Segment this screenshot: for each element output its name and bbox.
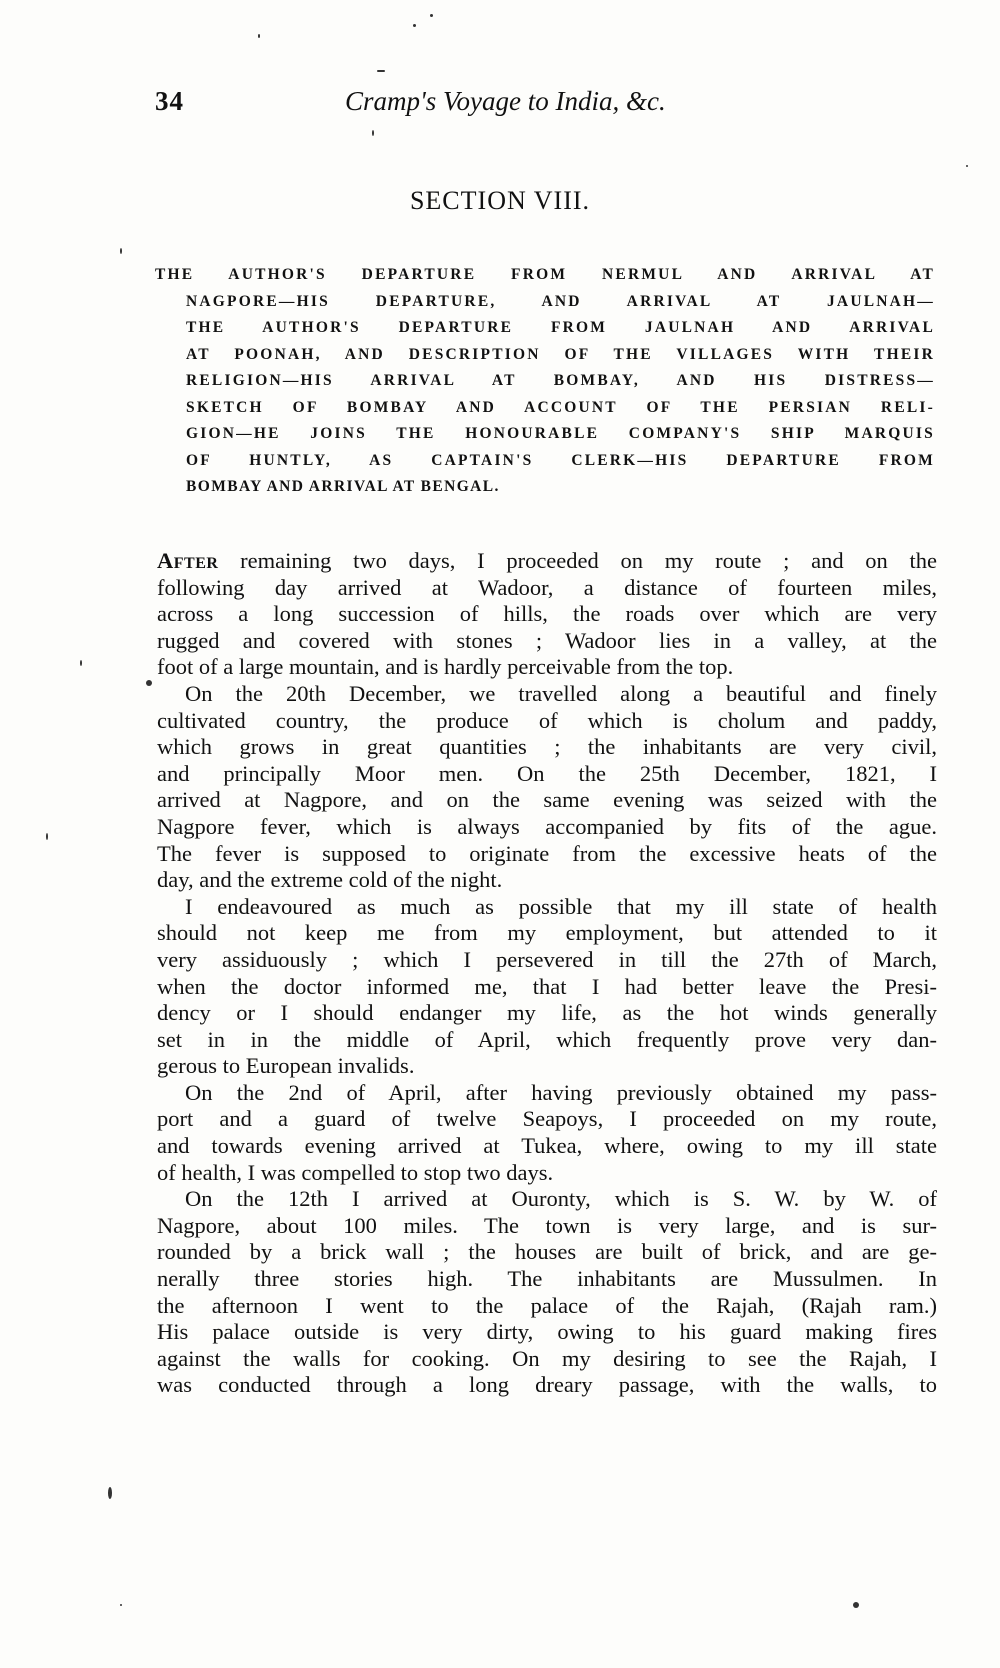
print-speck bbox=[80, 660, 82, 666]
text-line: gerous to European invalids. bbox=[157, 1053, 415, 1079]
text-line: I endeavoured as much as possible that my ill state of health bbox=[185, 893, 937, 919]
print-speck bbox=[46, 833, 48, 840]
text-line: arrived at Nagpore, and on the same evening was seized with the bbox=[157, 787, 937, 813]
text-line: nerally three stories high. The inhabitants are Mussulmen. In bbox=[157, 1266, 937, 1292]
page-number: 34 bbox=[155, 86, 184, 116]
print-speck bbox=[120, 1604, 122, 1606]
text-line: dency or I should endanger my life, as the hot winds generally bbox=[157, 1000, 937, 1026]
synopsis-line: BOMBAY AND ARRIVAL AT BENGAL. bbox=[186, 478, 500, 495]
text-line: following day arrived at Wadoor, a distance of fourteen miles, bbox=[157, 574, 937, 600]
print-speck bbox=[853, 1602, 859, 1608]
text-line: which grows in great quantities ; the inhabitants are very civil, bbox=[157, 734, 937, 760]
text-line: and principally Moor men. On the 25th December, 1821, I bbox=[157, 760, 937, 786]
running-head bbox=[155, 86, 755, 126]
text-line: day, and the extreme cold of the night. bbox=[157, 867, 503, 893]
synopsis-line: SKETCH OF BOMBAY AND ACCOUNT OF THE PERSIAN RELI- bbox=[186, 398, 935, 416]
synopsis-line: NAGPORE—HIS DEPARTURE, AND ARRIVAL AT JAULNAH— bbox=[186, 292, 935, 310]
text-line: was conducted through a long dreary passage, with the walls, to bbox=[157, 1372, 937, 1398]
text-line: On the 20th December, we travelled along a beautiful and finely bbox=[185, 680, 937, 706]
text-line: of health, I was compelled to stop two days. bbox=[157, 1159, 554, 1185]
synopsis-line: RELIGION—HIS ARRIVAL AT BOMBAY, AND HIS DISTRESS— bbox=[186, 372, 935, 389]
synopsis-line: THE AUTHOR'S DEPARTURE FROM JAULNAH AND ARRIVAL bbox=[186, 319, 935, 336]
text-line: foot of a large mountain, and is hardly perceivable from the top. bbox=[157, 654, 734, 680]
print-speck bbox=[146, 680, 152, 686]
synopsis-line: OF HUNTLY, AS CAPTAIN'S CLERK—HIS DEPARTURE FROM bbox=[186, 451, 935, 469]
print-speck bbox=[430, 14, 433, 17]
print-speck bbox=[413, 24, 416, 27]
text-line: across a long succession of hills, the roads over which are very bbox=[157, 601, 937, 627]
text-line: the afternoon I went to the palace of the Rajah, (Rajah ram.) bbox=[157, 1292, 937, 1318]
print-speck bbox=[372, 130, 374, 136]
body-text bbox=[157, 548, 937, 1399]
section-title: SECTION VIII. bbox=[409, 186, 591, 215]
print-speck bbox=[120, 248, 122, 254]
print-speck bbox=[108, 1487, 112, 1499]
synopsis-line: AT POONAH, AND DESCRIPTION OF THE VILLAGES WITH THEIR bbox=[186, 345, 935, 363]
print-speck bbox=[258, 34, 260, 38]
print-speck bbox=[966, 165, 968, 167]
text-line: rounded by a brick wall ; the houses are built of brick, and are ge- bbox=[157, 1239, 937, 1265]
text-line: On the 2nd of April, after having previously obtained my pass- bbox=[185, 1079, 937, 1105]
section-synopsis bbox=[155, 262, 935, 501]
text-line bbox=[157, 548, 937, 575]
text-line: very assiduously ; which I persevered in till the 27th of March, bbox=[157, 946, 937, 972]
text-line: On the 12th I arrived at Ouronty, which is S. W. by W. of bbox=[185, 1186, 937, 1212]
text-line: Nagpore, about 100 miles. The town is very large, and is sur- bbox=[157, 1212, 937, 1238]
synopsis-line: THE AUTHOR'S DEPARTURE FROM NERMUL AND ARRIVAL AT bbox=[155, 266, 935, 283]
text-line: when the doctor informed me, that I had better leave the Presi- bbox=[157, 973, 937, 999]
lead-word: After bbox=[157, 548, 219, 573]
text-line: set in in the middle of April, which frequently prove very dan- bbox=[157, 1026, 937, 1052]
text-line: cultivated country, the produce of which is cholum and paddy, bbox=[157, 707, 937, 733]
text-line: The fever is supposed to originate from the excessive heats of the bbox=[157, 840, 937, 866]
running-title: Cramp's Voyage to India, &c. bbox=[345, 86, 666, 116]
text-line: His palace outside is very dirty, owing to his guard making fires bbox=[157, 1319, 937, 1345]
synopsis-line: GION—HE JOINS THE HONOURABLE COMPANY'S SHIP MARQUIS bbox=[186, 425, 935, 442]
text-line: port and a guard of twelve Seapoys, I proceeded on my route, bbox=[157, 1106, 937, 1132]
text-line: and towards evening arrived at Tukea, where, owing to my ill state bbox=[157, 1133, 937, 1159]
text-line: should not keep me from my employment, but attended to it bbox=[157, 920, 937, 946]
text-line: rugged and covered with stones ; Wadoor lies in a valley, at the bbox=[157, 627, 937, 653]
print-speck bbox=[377, 70, 385, 72]
text-line-content: remaining two days, I proceeded on my route ; and on the bbox=[218, 548, 937, 573]
text-line: Nagpore fever, which is always accompanied by fits of the ague. bbox=[157, 813, 937, 839]
text-line: against the walls for cooking. On my desiring to see the Rajah, I bbox=[157, 1345, 937, 1371]
